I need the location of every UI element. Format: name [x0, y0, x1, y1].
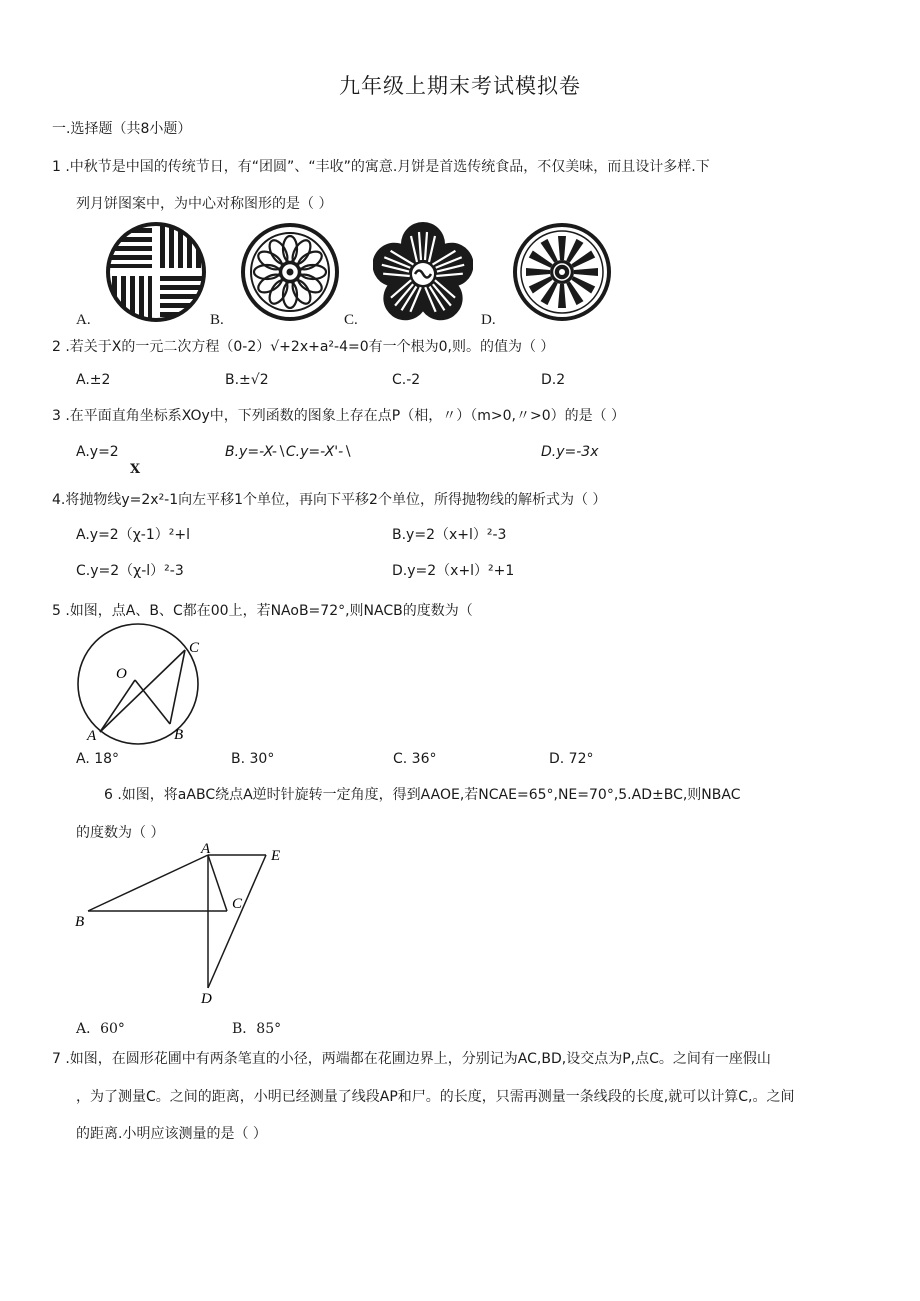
q4-option-c: C.y=2（χ-l）²-3	[76, 563, 184, 579]
q2-stem: 2 .若关于X的一元二次方程（0-2）√+2x+a²-4=0有一个根为0,则。的值为（ ）	[52, 339, 555, 355]
q4-option-b: B.y=2（x+l）²-3	[392, 527, 507, 543]
label-a: A	[87, 728, 97, 744]
q5-stem: 5 .如图，点A、B、C都在00上，若NAoB=72°,则NACB的度数为（	[52, 603, 473, 619]
label-a: A	[201, 841, 211, 857]
q3-option-a-denominator: X	[130, 462, 141, 477]
q4-option-a: A.y=2（χ-1）²+l	[76, 527, 190, 543]
q3-option-a: A.y=2	[76, 444, 119, 460]
q2-option-b: B.±√2	[225, 372, 269, 388]
mooncake-b-figure	[240, 222, 340, 322]
q1-stem-line2: 列月饼图案中，为中心对称图形的是（ ）	[76, 196, 333, 212]
mooncake-a-figure	[104, 222, 208, 322]
q5-option-c: C. 36°	[393, 751, 437, 767]
label-e: E	[271, 848, 281, 864]
q2-option-a: A.±2	[76, 372, 111, 388]
q5-option-d: D. 72°	[549, 751, 594, 767]
q7-stem-line3: 的距离.小明应该测量的是（ ）	[76, 1126, 267, 1142]
q7-stem-line1: 7 .如图，在圆形花圃中有两条笔直的小径，两端都在花圃边界上，分别记为AC,BD,设交点为P,点C。之间有一座假山	[52, 1051, 771, 1067]
q4-option-d: D.y=2（x+l）²+1	[392, 563, 515, 579]
label-d: D	[201, 991, 212, 1007]
q5-option-b: B. 30°	[231, 751, 275, 767]
q7-stem-line2: ，为了测量C。之间的距离，小明已经测量了线段AP和尸。的长度，只需再测量一条线段的长度,就可以计算C,。之间	[76, 1089, 795, 1105]
q2-option-d: D.2	[541, 372, 566, 388]
label-c: C	[189, 640, 200, 656]
q6-option-b: B．85°	[232, 1021, 282, 1037]
q1-stem-line1: 1 .中秋节是中国的传统节日，有“团圆”、“丰收”的寓意.月饼是首选传统食品，不仅美味，而且设计多样.下	[52, 159, 710, 175]
q6-stem-line2: 的度数为（ ）	[76, 825, 165, 841]
mooncake-c-figure	[373, 222, 473, 322]
q6-option-a: A．60°	[76, 1021, 125, 1037]
label-b: B	[75, 914, 85, 930]
q5-segments	[100, 650, 185, 732]
q6-stem-line1: 6 .如图，将aABC绕点A逆时针旋转一定角度，得到AAOE,若NCAE=65°,NE=70°,5.AD±BC,则NBAC	[104, 787, 741, 803]
q3-option-bc: B.y=-X-∖C.y=-X'-∖	[225, 444, 353, 460]
page-title: 九年级上期末考试模拟卷	[339, 74, 581, 98]
label-o: O	[116, 666, 127, 682]
q6-segments	[88, 855, 266, 988]
q1-label-b: B.	[210, 312, 224, 328]
label-c: C	[232, 896, 243, 912]
q1-label-c: C.	[344, 312, 358, 328]
q3-option-d: D.y=-3x	[541, 444, 599, 460]
q5-option-a: A. 18°	[76, 751, 120, 767]
q1-label-a: A.	[76, 312, 91, 328]
section-heading: 一.选择题（共8小题）	[52, 121, 192, 137]
q2-option-c: C.-2	[392, 372, 421, 388]
q5-circle-figure	[70, 622, 210, 746]
q6-rotation-figure	[70, 840, 290, 1012]
q3-stem: 3 .在平面直角坐标系XOy中，下列函数的图象上存在点P（相，〃）（m>0,〃>0）的是（ ）	[52, 408, 626, 424]
q4-stem: 4.将抛物线y=2x²-1向左平移1个单位，再向下平移2个单位，所得抛物线的解析式为（ ）	[52, 492, 607, 508]
mooncake-d-figure	[512, 222, 612, 322]
q1-label-d: D.	[481, 312, 496, 328]
label-b: B	[174, 727, 184, 743]
